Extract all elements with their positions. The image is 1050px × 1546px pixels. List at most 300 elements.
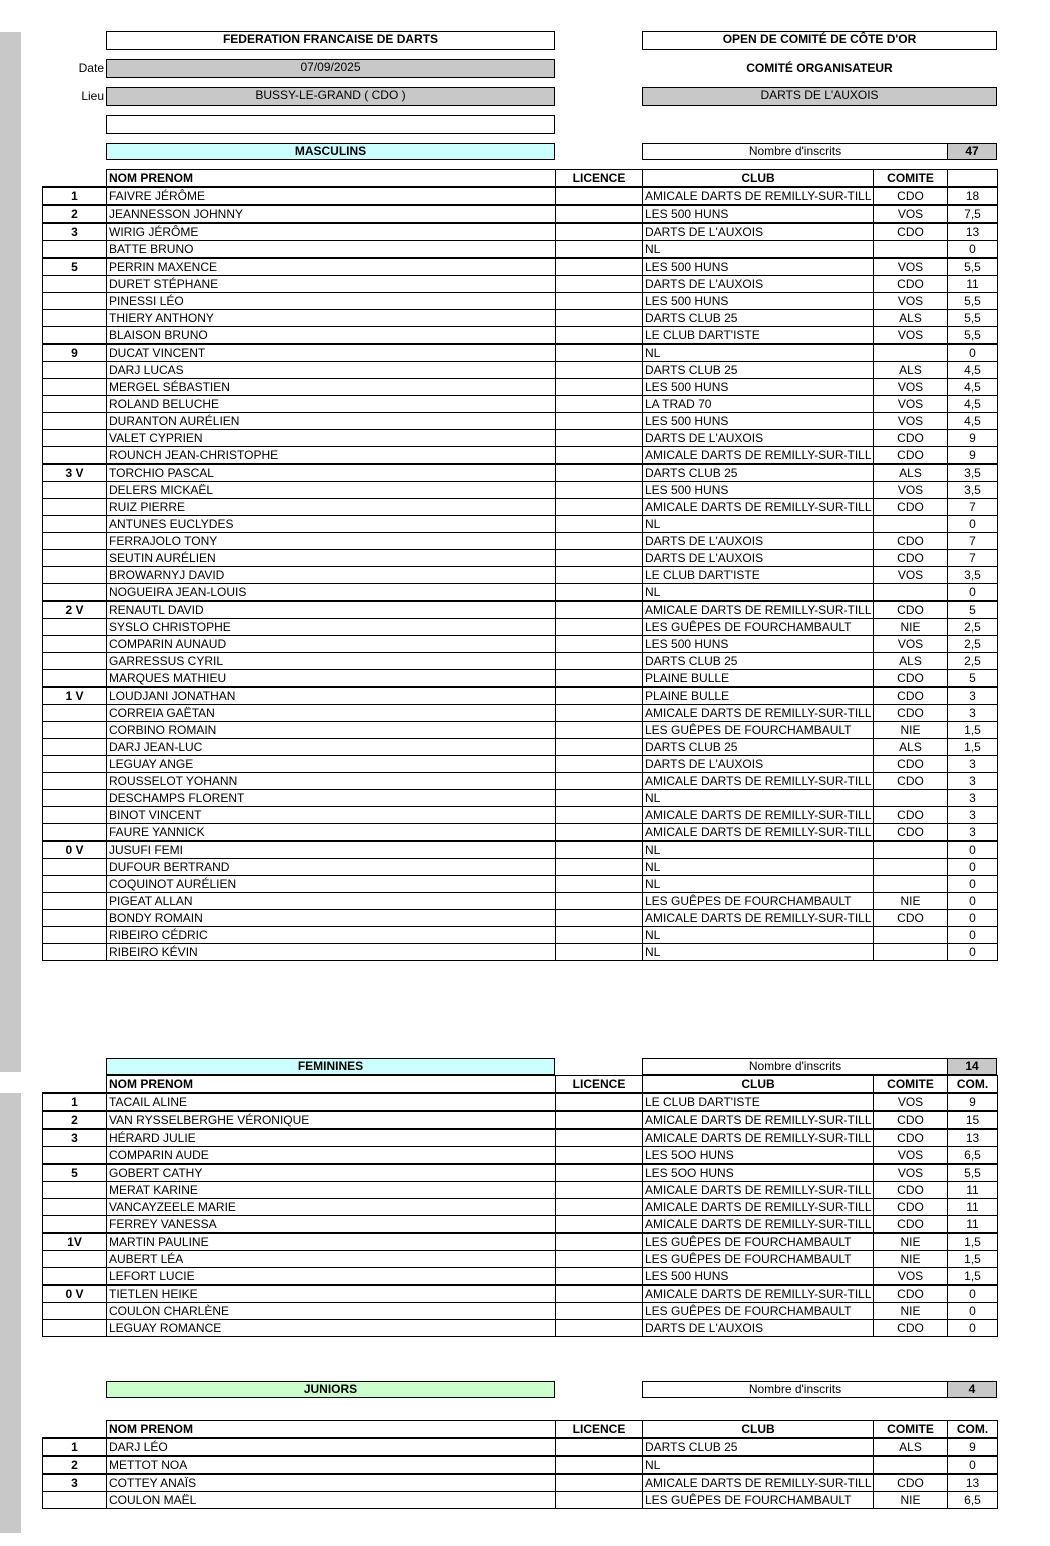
rank-cell <box>43 910 107 927</box>
table-row <box>43 756 998 773</box>
player-name-cell: PINESSI LÉO <box>107 293 556 310</box>
event-title: OPEN DE COMITÉ DE CÔTE D'OR <box>642 31 997 50</box>
points-cell: 7,5 <box>948 205 998 223</box>
comite-cell: CDO <box>874 1216 948 1234</box>
organizer-label: COMITÉ ORGANISATEUR <box>746 61 893 75</box>
club-cell: NL <box>643 344 874 362</box>
player-name-cell: MARQUES MATHIEU <box>107 670 556 688</box>
comite-cell: CDO <box>874 1474 948 1492</box>
player-name-cell: BINOT VINCENT <box>107 807 556 824</box>
col-licence: LICENCE <box>556 1421 643 1439</box>
licence-cell <box>556 1233 643 1251</box>
points-cell: 3,5 <box>948 567 998 584</box>
club-cell: NL <box>643 841 874 859</box>
comite-cell: ALS <box>874 464 948 482</box>
player-name-cell: WIRIG JÉRÔME <box>107 223 556 241</box>
rank-cell: 1 <box>43 1438 107 1456</box>
rank-cell <box>43 876 107 893</box>
points-cell: 3 <box>948 756 998 773</box>
player-name-cell: RUIZ PIERRE <box>107 499 556 516</box>
licence-cell <box>556 396 643 413</box>
comite-cell: CDO <box>874 687 948 705</box>
rank-cell: 3 <box>43 1129 107 1147</box>
licence-cell <box>556 1285 643 1303</box>
comite-cell: NIE <box>874 1251 948 1268</box>
comite-cell: NIE <box>874 619 948 636</box>
points-cell: 9 <box>948 430 998 447</box>
rank-cell: 2 V <box>43 601 107 619</box>
comite-cell: VOS <box>874 258 948 276</box>
club-cell: DARTS DE L'AUXOIS <box>643 276 874 293</box>
comite-cell: CDO <box>874 824 948 842</box>
club-cell: LES 500 HUNS <box>643 482 874 499</box>
club-cell: AMICALE DARTS DE REMILLY-SUR-TILL <box>643 1199 874 1216</box>
points-cell: 7 <box>948 550 998 567</box>
feminines-header-row <box>43 1076 998 1094</box>
table-row <box>43 1303 998 1320</box>
table-row <box>43 1147 998 1165</box>
rank-cell <box>43 379 107 396</box>
comite-cell: CDO <box>874 910 948 927</box>
rank-cell <box>43 807 107 824</box>
table-row <box>43 636 998 653</box>
player-name-cell: LEGUAY ROMANCE <box>107 1320 556 1337</box>
player-name-cell: NOGUEIRA JEAN-LOUIS <box>107 584 556 602</box>
club-cell: NL <box>643 927 874 944</box>
player-name-cell: COULON MAËL <box>107 1492 556 1509</box>
points-cell: 5,5 <box>948 310 998 327</box>
licence-cell <box>556 1492 643 1509</box>
points-cell: 1,5 <box>948 722 998 739</box>
club-cell: AMICALE DARTS DE REMILLY-SUR-TILL <box>643 705 874 722</box>
points-cell: 3 <box>948 705 998 722</box>
table-row <box>43 1233 998 1251</box>
comite-cell: CDO <box>874 276 948 293</box>
comite-cell: VOS <box>874 396 948 413</box>
club-cell: AMICALE DARTS DE REMILLY-SUR-TILL <box>643 807 874 824</box>
rank-cell <box>43 241 107 259</box>
table-row <box>43 670 998 688</box>
comite-cell: ALS <box>874 739 948 756</box>
table-row <box>43 1111 998 1129</box>
table-row <box>43 722 998 739</box>
comite-cell: VOS <box>874 327 948 345</box>
rank-cell <box>43 567 107 584</box>
club-cell: AMICALE DARTS DE REMILLY-SUR-TILL <box>643 1111 874 1129</box>
table-row <box>43 396 998 413</box>
comite-cell: VOS <box>874 1164 948 1182</box>
player-name-cell: COMPARIN AUNAUD <box>107 636 556 653</box>
club-cell: LE CLUB DART'ISTE <box>643 327 874 345</box>
rank-cell <box>43 824 107 842</box>
table-row <box>43 1164 998 1182</box>
table-row <box>43 1320 998 1337</box>
table-row <box>43 413 998 430</box>
points-cell: 11 <box>948 1199 998 1216</box>
points-cell: 15 <box>948 1111 998 1129</box>
points-cell: 3 <box>948 687 998 705</box>
table-row <box>43 327 998 345</box>
club-cell: DARTS DE L'AUXOIS <box>643 1320 874 1337</box>
rank-cell <box>43 705 107 722</box>
points-cell: 0 <box>948 841 998 859</box>
juniors-count-label: Nombre d'inscrits <box>642 1381 948 1398</box>
points-cell: 5 <box>948 670 998 688</box>
comite-cell: CDO <box>874 705 948 722</box>
licence-cell <box>556 533 643 550</box>
club-cell: LES 5OO HUNS <box>643 1164 874 1182</box>
licence-cell <box>556 756 643 773</box>
rank-cell: 2 <box>43 205 107 223</box>
col-nom-prenom: NOM PRENOM <box>107 170 556 188</box>
points-cell: 13 <box>948 1474 998 1492</box>
points-cell: 11 <box>948 276 998 293</box>
col-com <box>948 170 998 188</box>
licence-cell <box>556 276 643 293</box>
points-cell: 18 <box>948 187 998 205</box>
points-cell: 9 <box>948 447 998 465</box>
rank-cell <box>43 859 107 876</box>
table-row <box>43 1182 998 1199</box>
licence-cell <box>556 293 643 310</box>
club-cell: AMICALE DARTS DE REMILLY-SUR-TILL <box>643 1474 874 1492</box>
licence-cell <box>556 859 643 876</box>
organizer-value: DARTS DE L'AUXOIS <box>642 87 997 106</box>
comite-cell <box>874 841 948 859</box>
player-name-cell: PERRIN MAXENCE <box>107 258 556 276</box>
points-cell: 0 <box>948 893 998 910</box>
points-cell: 1,5 <box>948 739 998 756</box>
rank-cell <box>43 722 107 739</box>
rank-cell: 1 <box>43 187 107 205</box>
club-cell: NL <box>643 584 874 602</box>
comite-cell: CDO <box>874 533 948 550</box>
col-comite: COMITE <box>874 1421 948 1439</box>
licence-cell <box>556 584 643 602</box>
club-cell: DARTS CLUB 25 <box>643 1438 874 1456</box>
col-licence: LICENCE <box>556 1076 643 1094</box>
rank-cell <box>43 516 107 533</box>
points-cell: 0 <box>948 876 998 893</box>
rank-cell <box>43 619 107 636</box>
player-name-cell: THIERY ANTHONY <box>107 310 556 327</box>
rank-cell <box>43 636 107 653</box>
col-comite: COMITE <box>874 1076 948 1094</box>
masculins-table <box>42 169 998 961</box>
licence-cell <box>556 241 643 259</box>
comite-cell: ALS <box>874 362 948 379</box>
licence-cell <box>556 653 643 670</box>
rank-cell: 3 V <box>43 464 107 482</box>
col-club: CLUB <box>643 1076 874 1094</box>
table-row <box>43 1216 998 1234</box>
rank-cell <box>43 790 107 807</box>
comite-cell <box>874 790 948 807</box>
comite-cell: VOS <box>874 1093 948 1111</box>
table-row <box>43 876 998 893</box>
date-value: 07/09/2025 <box>106 59 555 78</box>
player-name-cell: METTOT NOA <box>107 1456 556 1474</box>
points-cell: 1,5 <box>948 1268 998 1286</box>
club-cell: AMICALE DARTS DE REMILLY-SUR-TILL <box>643 1216 874 1234</box>
player-name-cell: VALET CYPRIEN <box>107 430 556 447</box>
club-cell: LES 500 HUNS <box>643 205 874 223</box>
masculins-count-value: 47 <box>947 143 997 160</box>
rank-cell <box>43 533 107 550</box>
points-cell: 2,5 <box>948 653 998 670</box>
club-cell: LES 500 HUNS <box>643 413 874 430</box>
table-row <box>43 344 998 362</box>
col-com: COM. <box>948 1076 998 1094</box>
club-cell: DARTS DE L'AUXOIS <box>643 223 874 241</box>
table-row <box>43 379 998 396</box>
comite-cell: CDO <box>874 550 948 567</box>
player-name-cell: FERREY VANESSA <box>107 1216 556 1234</box>
player-name-cell: FAURE YANNICK <box>107 824 556 842</box>
table-row <box>43 1268 998 1286</box>
points-cell: 4,5 <box>948 396 998 413</box>
comite-cell: VOS <box>874 482 948 499</box>
rank-cell <box>43 1268 107 1286</box>
points-cell: 7 <box>948 533 998 550</box>
comite-cell <box>874 1456 948 1474</box>
juniors-table <box>42 1420 998 1509</box>
player-name-cell: MERGEL SÉBASTIEN <box>107 379 556 396</box>
comite-cell: CDO <box>874 223 948 241</box>
rank-cell <box>43 1303 107 1320</box>
federation-title: FEDERATION FRANCAISE DE DARTS <box>106 31 555 50</box>
table-row <box>43 601 998 619</box>
rank-cell <box>43 773 107 790</box>
licence-cell <box>556 430 643 447</box>
licence-cell <box>556 927 643 944</box>
table-row <box>43 567 998 584</box>
table-row <box>43 910 998 927</box>
points-cell: 3 <box>948 824 998 842</box>
rank-cell <box>43 310 107 327</box>
points-cell: 2,5 <box>948 619 998 636</box>
licence-cell <box>556 1320 643 1337</box>
licence-cell <box>556 1111 643 1129</box>
licence-cell <box>556 619 643 636</box>
rank-cell <box>43 550 107 567</box>
points-cell: 9 <box>948 1093 998 1111</box>
licence-cell <box>556 310 643 327</box>
rank-cell <box>43 413 107 430</box>
comite-cell: CDO <box>874 187 948 205</box>
player-name-cell: JUSUFI FEMI <box>107 841 556 859</box>
player-name-cell: BLAISON BRUNO <box>107 327 556 345</box>
table-row <box>43 841 998 859</box>
player-name-cell: DUFOUR BERTRAND <box>107 859 556 876</box>
comite-cell <box>874 927 948 944</box>
comite-cell: CDO <box>874 773 948 790</box>
player-name-cell: JEANNESSON JOHNNY <box>107 205 556 223</box>
rank-cell <box>43 482 107 499</box>
points-cell: 4,5 <box>948 379 998 396</box>
licence-cell <box>556 223 643 241</box>
points-cell: 5 <box>948 601 998 619</box>
points-cell: 0 <box>948 910 998 927</box>
table-row <box>43 276 998 293</box>
licence-cell <box>556 1182 643 1199</box>
club-cell: LES 500 HUNS <box>643 258 874 276</box>
club-cell: LES GUÊPES DE FOURCHAMBAULT <box>643 619 874 636</box>
feminines-table <box>42 1075 998 1337</box>
club-cell: LE CLUB DART'ISTE <box>643 567 874 584</box>
licence-cell <box>556 1129 643 1147</box>
player-name-cell: BATTE BRUNO <box>107 241 556 259</box>
licence-cell <box>556 413 643 430</box>
club-cell: DARTS CLUB 25 <box>643 362 874 379</box>
club-cell: DARTS DE L'AUXOIS <box>643 756 874 773</box>
rank-cell <box>43 584 107 602</box>
player-name-cell: DURET STÉPHANE <box>107 276 556 293</box>
points-cell: 0 <box>948 241 998 259</box>
table-row <box>43 1492 998 1509</box>
rank-cell <box>43 893 107 910</box>
rank-cell <box>43 1251 107 1268</box>
licence-cell <box>556 362 643 379</box>
points-cell: 3,5 <box>948 464 998 482</box>
club-cell: DARTS DE L'AUXOIS <box>643 533 874 550</box>
rank-cell <box>43 362 107 379</box>
juniors-count-value: 4 <box>947 1381 997 1398</box>
table-row <box>43 464 998 482</box>
rank-cell: 2 <box>43 1111 107 1129</box>
comite-cell: VOS <box>874 567 948 584</box>
rank-cell: 5 <box>43 1164 107 1182</box>
player-name-cell: BROWARNYJ DAVID <box>107 567 556 584</box>
club-cell: DARTS CLUB 25 <box>643 653 874 670</box>
club-cell: PLAINE BULLE <box>643 670 874 688</box>
table-row <box>43 223 998 241</box>
comite-cell: CDO <box>874 807 948 824</box>
player-name-cell: HÉRARD JULIE <box>107 1129 556 1147</box>
player-name-cell: COTTEY ANAÏS <box>107 1474 556 1492</box>
date-label: Date <box>78 61 104 75</box>
col-club: CLUB <box>643 170 874 188</box>
licence-cell <box>556 499 643 516</box>
rank-cell <box>43 430 107 447</box>
licence-cell <box>556 1251 643 1268</box>
licence-cell <box>556 773 643 790</box>
table-row <box>43 790 998 807</box>
licence-cell <box>556 824 643 842</box>
player-name-cell: TORCHIO PASCAL <box>107 464 556 482</box>
licence-cell <box>556 807 643 824</box>
club-cell: DARTS DE L'AUXOIS <box>643 550 874 567</box>
table-row <box>43 893 998 910</box>
table-row <box>43 1474 998 1492</box>
club-cell: AMICALE DARTS DE REMILLY-SUR-TILL <box>643 499 874 516</box>
points-cell: 0 <box>948 516 998 533</box>
comite-cell: VOS <box>874 205 948 223</box>
licence-cell <box>556 670 643 688</box>
licence-cell <box>556 187 643 205</box>
rank-cell <box>43 447 107 465</box>
club-cell: DARTS CLUB 25 <box>643 310 874 327</box>
licence-cell <box>556 1438 643 1456</box>
player-name-cell: ROUNCH JEAN-CHRISTOPHE <box>107 447 556 465</box>
points-cell: 6,5 <box>948 1492 998 1509</box>
comite-cell: CDO <box>874 670 948 688</box>
player-name-cell: MERAT KARINE <box>107 1182 556 1199</box>
rank-cell: 1 V <box>43 687 107 705</box>
licence-cell <box>556 464 643 482</box>
licence-cell <box>556 1147 643 1165</box>
club-cell: NL <box>643 790 874 807</box>
col-club: CLUB <box>643 1421 874 1439</box>
licence-cell <box>556 1216 643 1234</box>
club-cell: LES 500 HUNS <box>643 293 874 310</box>
club-cell: AMICALE DARTS DE REMILLY-SUR-TILL <box>643 1129 874 1147</box>
table-row <box>43 807 998 824</box>
table-row <box>43 293 998 310</box>
club-cell: LES GUÊPES DE FOURCHAMBAULT <box>643 893 874 910</box>
player-name-cell: COMPARIN AUDE <box>107 1147 556 1165</box>
licence-cell <box>556 790 643 807</box>
rank-cell <box>43 944 107 961</box>
table-row <box>43 927 998 944</box>
player-name-cell: TACAIL ALINE <box>107 1093 556 1111</box>
player-name-cell: DELERS MICKAËL <box>107 482 556 499</box>
club-cell: LES GUÊPES DE FOURCHAMBAULT <box>643 1233 874 1251</box>
comite-cell: CDO <box>874 1199 948 1216</box>
comite-cell: VOS <box>874 379 948 396</box>
player-name-cell: GOBERT CATHY <box>107 1164 556 1182</box>
masculins-title: MASCULINS <box>106 143 555 160</box>
table-row <box>43 258 998 276</box>
points-cell: 0 <box>948 859 998 876</box>
comite-cell: CDO <box>874 1182 948 1199</box>
points-cell: 0 <box>948 1303 998 1320</box>
table-row <box>43 1251 998 1268</box>
licence-cell <box>556 601 643 619</box>
club-cell: DARTS CLUB 25 <box>643 464 874 482</box>
points-cell: 13 <box>948 223 998 241</box>
club-cell: AMICALE DARTS DE REMILLY-SUR-TILL <box>643 187 874 205</box>
licence-cell <box>556 482 643 499</box>
rank-cell <box>43 396 107 413</box>
points-cell: 9 <box>948 1438 998 1456</box>
player-name-cell: VANCAYZEELE MARIE <box>107 1199 556 1216</box>
table-row <box>43 1285 998 1303</box>
rank-cell <box>43 756 107 773</box>
player-name-cell: CORBINO ROMAIN <box>107 722 556 739</box>
player-name-cell: BONDY ROMAIN <box>107 910 556 927</box>
licence-cell <box>556 550 643 567</box>
comite-cell <box>874 344 948 362</box>
table-row <box>43 362 998 379</box>
licence-cell <box>556 893 643 910</box>
left-gutter-top <box>0 32 21 1072</box>
points-cell: 1,5 <box>948 1233 998 1251</box>
comite-cell <box>874 876 948 893</box>
comite-cell: NIE <box>874 1303 948 1320</box>
rank-cell: 1V <box>43 1233 107 1251</box>
comite-cell: CDO <box>874 756 948 773</box>
points-cell: 11 <box>948 1216 998 1234</box>
comite-cell: CDO <box>874 1320 948 1337</box>
player-name-cell: VAN RYSSELBERGHE VÉRONIQUE <box>107 1111 556 1129</box>
comite-cell: CDO <box>874 601 948 619</box>
table-row <box>43 1093 998 1111</box>
licence-cell <box>556 567 643 584</box>
juniors-title: JUNIORS <box>106 1381 555 1398</box>
licence-cell <box>556 516 643 533</box>
licence-cell <box>556 379 643 396</box>
